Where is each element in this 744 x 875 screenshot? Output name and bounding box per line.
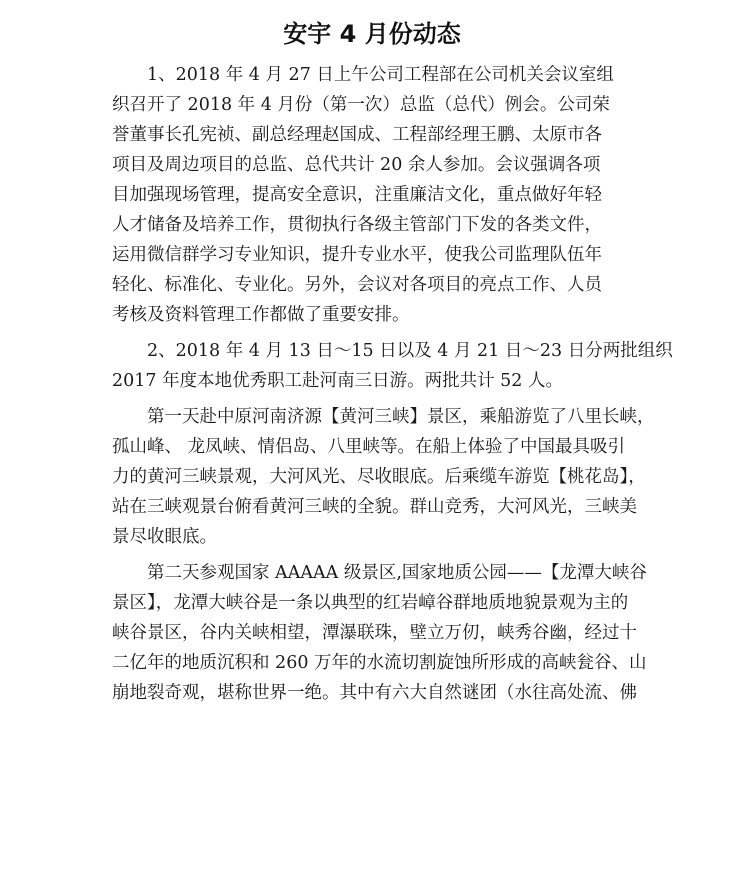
- text-line: 二亿年的地质沉积和 260 万年的水流切割旋蚀所形成的高峡瓮谷、山: [112, 653, 647, 673]
- text-line: 1、2018 年 4 月 27 日上午公司工程部在公司机关会议室组: [147, 65, 614, 85]
- text-line: 第一天赴中原河南济源【黄河三峡】景区，乘船游览了八里长峡，: [147, 407, 655, 427]
- text-line: 目加强现场管理，提高安全意识，注重廉洁文化，重点做好年轻: [112, 185, 602, 205]
- text-line: 孤山峰、 龙凤峡、情侣岛、八里峡等。在船上体验了中国最具吸引: [112, 437, 626, 457]
- paragraph-day-two: [112, 558, 647, 708]
- text-line: 考核及资料管理工作都做了重要安排。: [112, 305, 410, 325]
- text-line: 站在三峡观景台俯看黄河三峡的全貌。群山竞秀，大河风光，三峡美: [112, 497, 637, 517]
- paragraph-meeting: [112, 60, 636, 330]
- text-line: 第二天参观国家 AAAAA 级景区,国家地质公园——【龙潭大峡谷: [147, 563, 647, 583]
- paragraph-day-one: [112, 402, 655, 552]
- text-line: 运用微信群学习专业知识，提升专业水平，使我公司监理队伍年: [112, 245, 602, 265]
- text-line: 项目及周边项目的总监、总代共计 20 余人参加。会议强调各项: [112, 155, 601, 175]
- text-line: 崩地裂奇观，堪称世界一绝。其中有六大自然谜团（水往高处流、佛: [112, 683, 637, 703]
- text-line: 景区】，龙潭大峡谷是一条以典型的红岩嶂谷群地质地貌景观为主的: [112, 593, 629, 613]
- text-line: 力的黄河三峡景观，大河风光、尽收眼底。后乘缆车游览【桃花岛】，: [112, 467, 646, 487]
- document-body: [112, 60, 673, 708]
- paragraph-trip: [112, 336, 673, 396]
- document-title: 安宇 4 月份动态: [283, 20, 461, 48]
- text-line: 誉董事长孔宪祯、副总经理赵国成、工程部经理王鹏、太原市各: [112, 125, 602, 145]
- text-line: 峡谷景区，谷内关峡相望，潭瀑联珠，壁立万仞，峡秀谷幽，经过十: [112, 623, 637, 643]
- text-line: 2017 年度本地优秀职工赴河南三日游。两批共计 52 人。: [112, 371, 563, 391]
- text-line: 轻化、标准化、专业化。另外，会议对各项目的亮点工作、人员: [112, 275, 602, 295]
- text-line: 景尽收眼底。: [112, 527, 217, 547]
- text-line: 织召开了 2018 年 4 月份（第一次）总监（总代）例会。公司荣: [112, 95, 610, 115]
- text-line: 人才储备及培养工作，贯彻执行各级主管部门下发的各类文件，: [112, 215, 602, 235]
- text-line: 2、2018 年 4 月 13 日～15 日以及 4 月 21 日～23 日分两批组织: [147, 341, 673, 361]
